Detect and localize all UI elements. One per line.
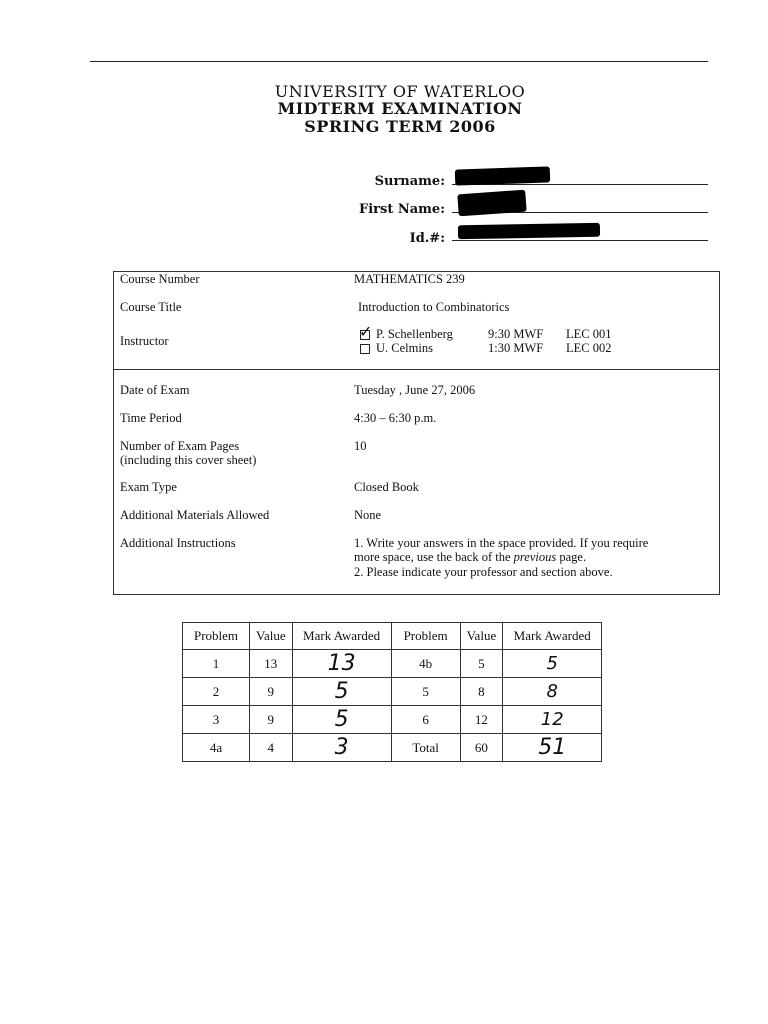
mark-cell: 13 [292,650,391,678]
id-label: Id.#: [409,231,445,246]
instructor-1-time: 9:30 MWF [488,327,544,341]
instructions-label: Additional Instructions [120,536,236,550]
checkbox-unchecked[interactable] [360,344,370,354]
value-cell: 8 [460,678,503,706]
mark-cell: 12 [503,706,602,734]
table-row [183,706,602,734]
instructions-line-3: 2. Please indicate your professor and section above. [354,565,613,579]
exam-title: MIDTERM EXAMINATION [277,99,523,118]
date-value: Tuesday , June 27, 2006 [354,383,476,397]
problem-cell: 4b [391,650,460,678]
instructor-option-1[interactable] [359,322,700,342]
header-cell: Value [460,623,503,650]
table-row [183,678,602,706]
time-label: Time Period [120,411,182,425]
pages-label-sub: (including this cover sheet) [120,453,257,467]
university-title: UNIVERSITY OF WATERLOO [274,82,526,101]
total-value-cell: 60 [460,734,503,762]
mark-cell: 8 [503,678,602,706]
time-value: 4:30 – 6:30 p.m. [354,411,437,425]
instructor-option-2[interactable] [360,341,700,356]
value-cell: 13 [250,650,293,678]
instructor-label: Instructor [120,334,169,348]
instructor-2-name: U. Celmins [376,341,433,355]
instructor-2-section: LEC 002 [566,341,612,355]
value-cell: 4 [250,734,293,762]
pages-label: Number of Exam Pages [120,439,240,453]
mark-cell: 5 [292,678,391,706]
date-label: Date of Exam [120,383,190,397]
instructions-line-1: 1. Write your answers in the space provided. If you require [354,536,649,550]
instructor-2-time: 1:30 MWF [488,341,544,355]
checkbox-checked[interactable] [359,322,373,342]
exam-type-label: Exam Type [120,480,177,494]
instructor-1-section: LEC 001 [566,327,612,341]
problem-cell: 4a [183,734,250,762]
mark-cell: 3 [292,734,391,762]
table-header-row [183,623,602,650]
id-field[interactable] [452,240,708,241]
first-name-redaction [457,190,526,217]
materials-label: Additional Materials Allowed [120,508,270,522]
marks-table [182,622,602,762]
problem-cell: 5 [391,678,460,706]
top-rule [90,61,708,62]
total-mark-cell: 51 [503,734,602,762]
value-cell: 12 [460,706,503,734]
course-title-label: Course Title [120,300,182,314]
course-number-value: MATHEMATICS 239 [354,272,465,286]
value-cell: 9 [250,678,293,706]
header-cell: Problem [183,623,250,650]
problem-cell: 6 [391,706,460,734]
exam-type-value: Closed Book [354,480,419,494]
problem-cell: 1 [183,650,250,678]
table-row [183,650,602,678]
header-cell: Value [250,623,293,650]
checkmark-icon: ✓ [359,322,373,342]
header-cell: Problem [391,623,460,650]
term-title: SPRING TERM 2006 [304,117,496,136]
mark-cell: 5 [503,650,602,678]
total-label-cell: Total [391,734,460,762]
materials-value: None [354,508,382,522]
header-cell: Mark Awarded [292,623,391,650]
problem-cell: 2 [183,678,250,706]
first-name-label: First Name: [359,202,445,217]
instructions-line-2: more space, use the back of the previous page. [354,550,587,564]
surname-label: Surname: [374,174,445,189]
problem-cell: 3 [183,706,250,734]
instructor-1-name: P. Schellenberg [376,327,453,341]
course-number-label: Course Number [120,272,200,286]
mark-cell: 5 [292,706,391,734]
value-cell: 9 [250,706,293,734]
table-row [183,734,602,762]
course-title-value: Introduction to Combinatorics [358,300,510,314]
value-cell: 5 [460,650,503,678]
pages-value: 10 [354,439,367,453]
header-cell: Mark Awarded [503,623,602,650]
surname-redaction [455,166,551,185]
id-redaction [458,223,600,239]
